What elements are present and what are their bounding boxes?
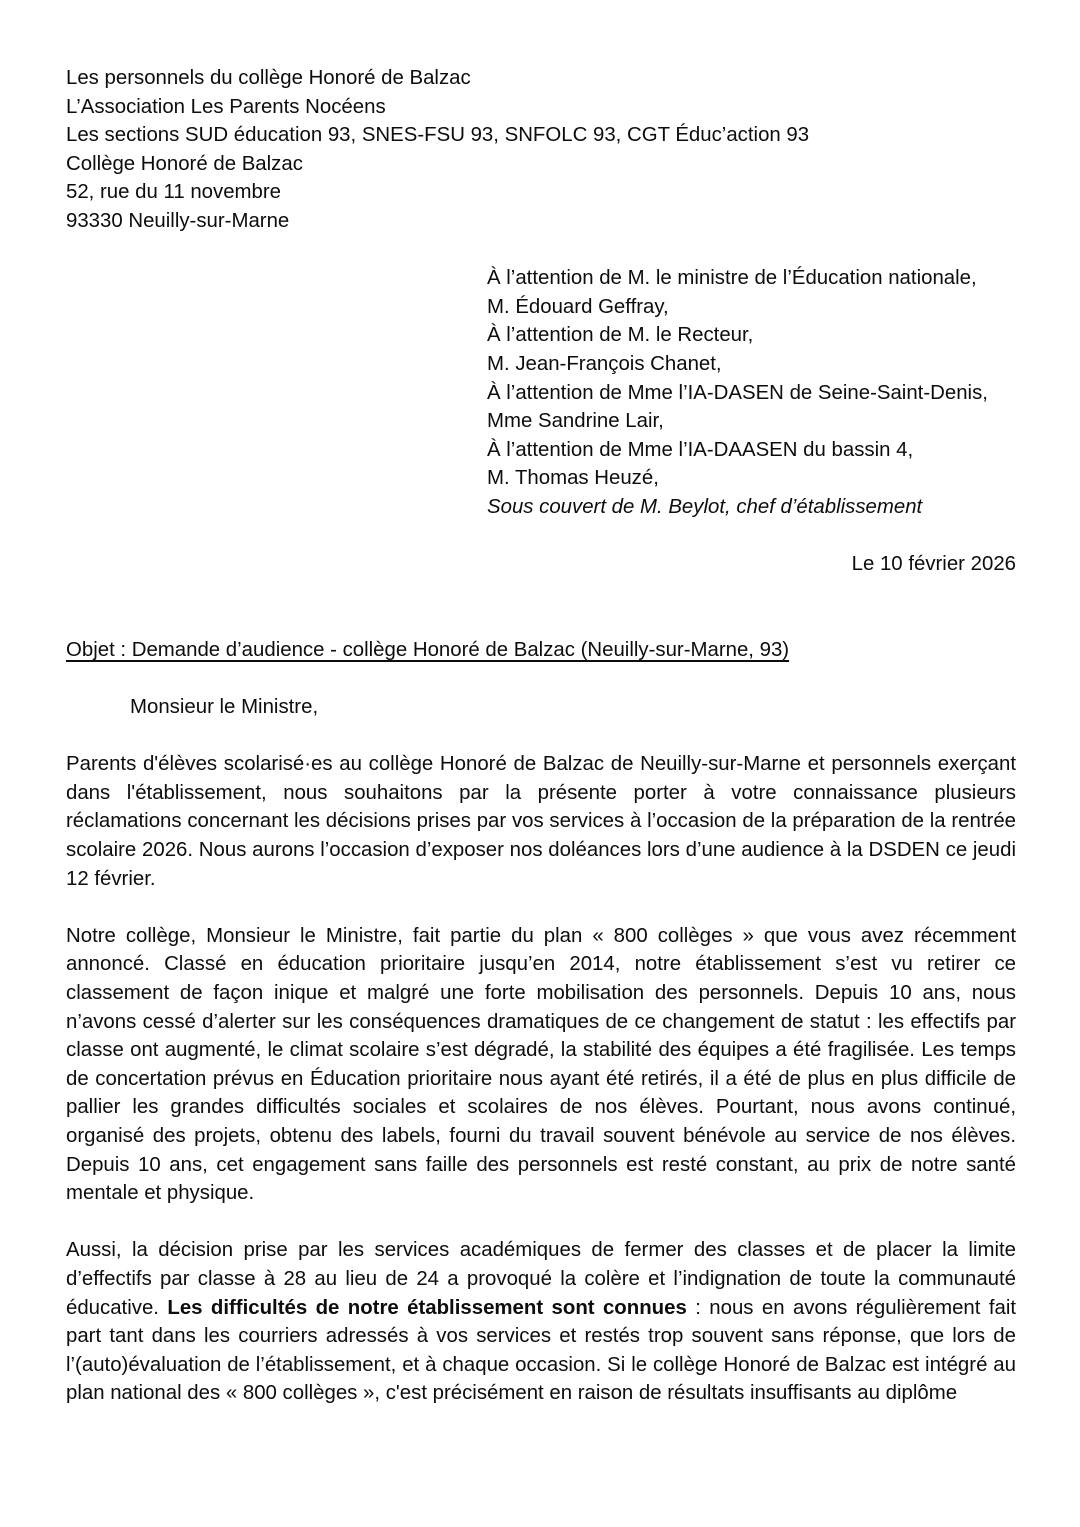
recipient-line: Mme Sandrine Lair, [487, 410, 664, 433]
recipient-line: À l’attention de Mme l’IA-DASEN de Seine-Saint-Denis, [487, 381, 988, 404]
paragraph-3-lead: Aussi, la décision prise par les services académiques de fermer des classes et de placer la limite d’effectifs par classe à 28 au lieu de 24 a provoqué la colère et l’indignation de toute la communauté éducative. [66, 1239, 1016, 1319]
recipient-line: M. Jean-François Chanet, [487, 352, 722, 375]
sender-line: Les personnels du collège Honoré de Balzac [66, 67, 471, 89]
subject-line: Objet : Demande d’audience - collège Honoré de Balzac (Neuilly-sur-Marne, 93) [66, 638, 790, 661]
recipient-line: À l’attention de Mme l’IA-DAASEN du bassin 4, [487, 438, 914, 461]
recipient-line: M. Thomas Heuzé, [487, 467, 659, 490]
sender-line: 93330 Neuilly-sur-Marne [66, 209, 290, 232]
paragraph-2: Notre collège, Monsieur le Ministre, fait partie du plan « 800 collèges » que vous avez récemment annoncé. Classé en éducation prioritaire jusqu’en 2014, notre établissement s’est vu retirer ce classement de façon inique et malgré une forte mobilisation des personnels. Depuis 10 ans, nous n’avons cessé d’alerter sur les conséquences dramatiques de ce changement de statut : les effectifs par classe ont augmenté, le climat scolaire s’est dégradé, la stabilité des équipes a été fragilisée. Les temps de concertation prévus en Éducation prioritaire nous ayant été retirés, il a été de plus en plus difficile de pallier les grandes difficultés sociales et scolaires de nos élèves. Pourtant, nous avons continué, organisé des projets, obtenu des labels, fourni du travail souvent bénévole au service de nos élèves. Depuis 10 ans, cet engagement sans faille des personnels est resté constant, au prix de notre santé mentale et physique. [66, 924, 1016, 1205]
sender-block [66, 64, 1016, 236]
paragraph-3 [66, 1236, 1016, 1408]
bold-emphasis: Les difficultés de notre établissement sont connues [167, 1296, 687, 1319]
recipient-line: M. Édouard Geffray, [487, 295, 669, 318]
recipient-line: À l’attention de M. le ministre de l’Éducation nationale, [487, 267, 977, 290]
sender-line: 52, rue du 11 novembre [66, 181, 281, 204]
recipient-line: À l’attention de M. le Recteur, [487, 324, 754, 347]
sous-couvert-line: Sous couvert de M. Beylot, chef d’établissement [487, 495, 923, 518]
sender-line: Collège Honoré de Balzac [66, 152, 303, 175]
date-line: Le 10 février 2026 [851, 553, 1016, 576]
paragraph-3-tail: : nous en avons régulièrement fait part tant dans les courriers adressés à vos services et restés trop souvent sans réponse, que lors de l’(auto)évaluation de l’établissement, et à chaque occasion. Si le collège Honoré de Balzac est intégré au plan national des « 800 collèges », c'est précisément en raison de résultats insuffisants au diplôme [66, 1296, 1017, 1405]
recipients-block [487, 264, 1016, 521]
sender-line: L’Association Les Parents Nocéens [66, 95, 386, 118]
sender-line: Les sections SUD éducation 93, SNES-FSU 93, SNFOLC 93, CGT Éduc’action 93 [66, 124, 810, 147]
salutation: Monsieur le Ministre, [130, 696, 319, 719]
paragraph-1: Parents d'élèves scolarisé·es au collège Honoré de Balzac de Neuilly-sur-Marne et personnels exerçant dans l'établissement, nous souhaitons par la présente porter à votre connaissance plusieurs réclamations concernant les décisions prises par vos services à l’occasion de la préparation de la rentrée scolaire 2026. Nous aurons l’occasion d’exposer nos doléances lors d’une audience à la DSDEN ce jeudi 12 février. [66, 753, 1016, 890]
